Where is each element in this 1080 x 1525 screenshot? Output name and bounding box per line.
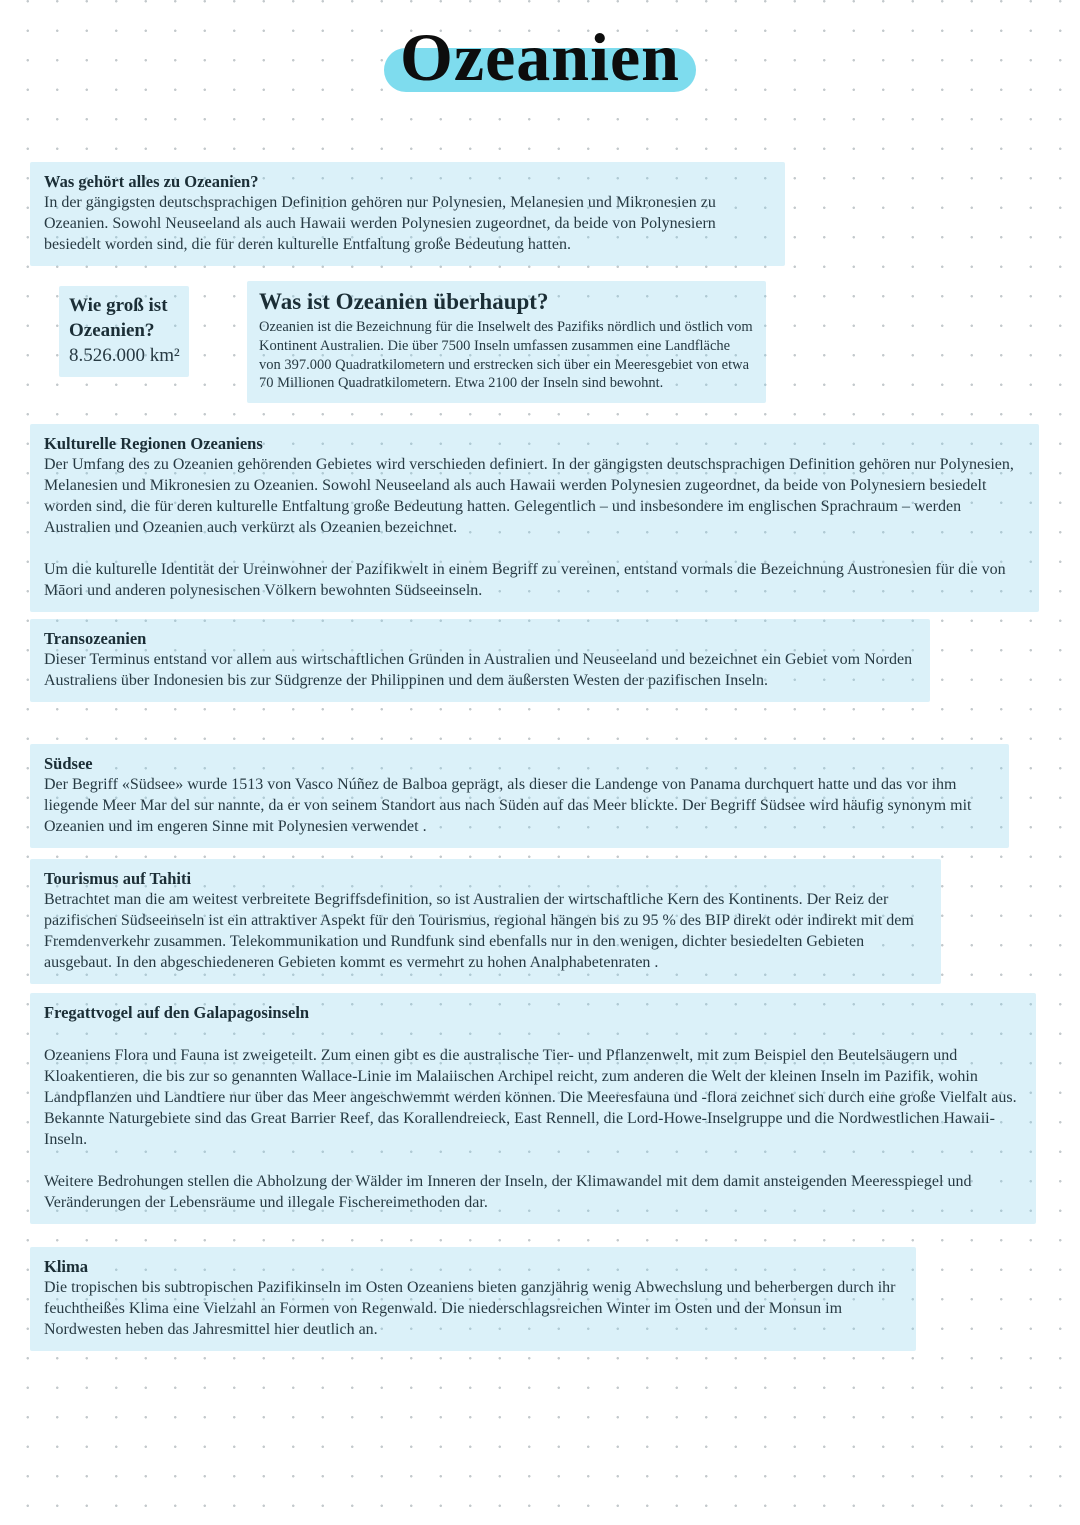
section-heading: Klima (44, 1257, 88, 1276)
section-suedsee (30, 744, 1009, 848)
section-heading: Fregattvogel auf den Galapagosinseln (44, 1003, 310, 1022)
section-body: Die tropischen bis subtropischen Pazifikinseln im Osten Ozeaniens bieten ganzjährig wenig Abwechslung und beherbergen durch ihr feuchtheißes Klima eine Vielzahl an Formen von Regenwald. Die niederschlagsreichen Winter im Osten und der Monsun im Nordwesten heben das Jahresmittel hier deutlich an. (44, 1279, 896, 1338)
section-paragraph-2: Um die kulturelle Identität der Ureinwohner der Pazifikwelt in einem Begriff zu vereinen, entstand vormals die Bezeichnung Austronesien für die von Māori und anderen polynesischen Völkern bewohnten Südseeinseln. (44, 561, 1006, 599)
section-wie-gross-ist-ozeanien (59, 286, 189, 377)
section-heading: Kulturelle Regionen Ozeaniens (44, 434, 263, 453)
title-wrap (390, 14, 690, 100)
page-title: Ozeanien (400, 19, 680, 95)
section-transozeanien (30, 619, 930, 702)
section-klima (30, 1247, 916, 1351)
section-heading: Wie groß ist Ozeanien? (69, 295, 168, 341)
page-header (0, 14, 1080, 100)
section-body: Der Begriff «Südsee» wurde 1513 von Vasco Núñez de Balboa geprägt, als dieser die Landenge von Panama durchquert hatte und das vor ihm liegende Meer Mar del sur nannte, da er von seinem Standort aus nach Süden auf das Meer blickte. Der Begriff Südsee wird häufig synonym mit Ozeanien und im engeren Sinne mit Polynesien verwendet . (44, 776, 972, 835)
section-paragraph-1: Der Umfang des zu Ozeanien gehörenden Gebietes wird verschieden definiert. In der gängigsten deutschsprachigen Definition gehören nur Polynesien, Melanesien und Mikronesien zu Ozeanien. Sowohl Neuseeland als auch Hawaii werden Polynesien zugeordnet, da beide von Polynesiern besiedelt worden sind, die für deren kulturelle Entfaltung große Bedeutung hatten. Gelegentlich – und insbesondere im englischen Sprachraum – werden Australien und Ozeanien auch verkürzt als Ozeanien bezeichnet. (44, 456, 1014, 536)
section-heading: Was ist Ozeanien überhaupt? (259, 289, 549, 314)
section-heading: Tourismus auf Tahiti (44, 869, 192, 888)
section-fregattvogel-galapagosinseln (30, 993, 1036, 1224)
section-body: Ozeanien ist die Bezeichnung für die Inselwelt des Pazifiks nördlich und östlich vom Kontinent Australien. Die über 7500 Inseln umfassen zusammen eine Landfläche von 397.000 Quadratkilometern und erstrecken sich über ein Meeresgebiet von etwa 70 Millionen Quadratkilometern. Etwa 2100 der Inseln sind bewohnt. (259, 319, 753, 392)
section-paragraph-2: Weitere Bedrohungen stellen die Abholzung der Wälder im Inneren der Inseln, der Klimawandel mit dem damit ansteigenden Meeresspiegel und Veränderungen der Lebensräume und illegale Fischereimethoden dar. (44, 1173, 972, 1211)
section-heading: Transozeanien (44, 629, 147, 648)
section-body: Dieser Terminus entstand vor allem aus wirtschaftlichen Gründen in Australien und Neuseeland und bezeichnet ein Gebiet vom Norden Australiens über Indonesien bis zur Südgrenze der Philippinen und dem äußersten Westen der pazifischen Inseln. (44, 651, 913, 689)
section-kulturelle-regionen (30, 424, 1039, 612)
section-body: Betrachtet man die am weitest verbreitete Begriffsdefinition, so ist Australien der wirtschaftliche Kern des Kontinents. Der Reiz der pazifischen Südseeinseln ist ein attraktiver Aspekt für den Tourismus, regional hängen bis zu 95 % des BIP direkt oder indirekt mit dem Fremdenverkehr zusammen. Telekommunikation und Rundfunk sind ebenfalls nur in den wenigen, dichter besiedelten Gebieten ausgebaut. In den abgeschiedeneren Gebieten kommt es vermehrt zu hohen Analphabetenraten . (44, 891, 914, 971)
section-paragraph-1: Ozeaniens Flora und Fauna ist zweigeteilt. Zum einen gibt es die australische Tier- und Pflanzenwelt, mit zum Beispiel den Beutelsäugern und Kloakentieren, die bis zur so genannten Wallace-Linie im Malaiischen Archipel reicht, zum anderen die Welt der kleinen Inseln im Pazifik, wohin Landpflanzen und Landtiere nur über das Meer angeschwemmt werden können. Die Meeresfauna und -flora zeichnet sich durch eine große Vielfalt aus. Bekannte Naturgebiete sind das Great Barrier Reef, das Korallendreieck, East Rennell, die Lord-Howe-Inselgruppe und die Nordwestlichen Hawaii-Inseln. (44, 1047, 1017, 1148)
area-value: 8.526.000 km² (69, 345, 180, 366)
section-was-gehoert-alles-zu-ozeanien (30, 162, 785, 266)
section-tourismus-auf-tahiti (30, 859, 941, 984)
section-heading: Südsee (44, 754, 93, 773)
section-was-ist-ozeanien-ueberhaupt (247, 281, 766, 403)
section-body: In der gängigsten deutschsprachigen Definition gehören nur Polynesien, Melanesien und Mikronesien zu Ozeanien. Sowohl Neuseeland als auch Hawaii werden Polynesien zugeordnet, da beide von Polynesiern besiedelt worden sind, die für deren kulturelle Entfaltung große Bedeutung hatten. (44, 194, 716, 253)
section-heading: Was gehört alles zu Ozeanien? (44, 172, 259, 191)
